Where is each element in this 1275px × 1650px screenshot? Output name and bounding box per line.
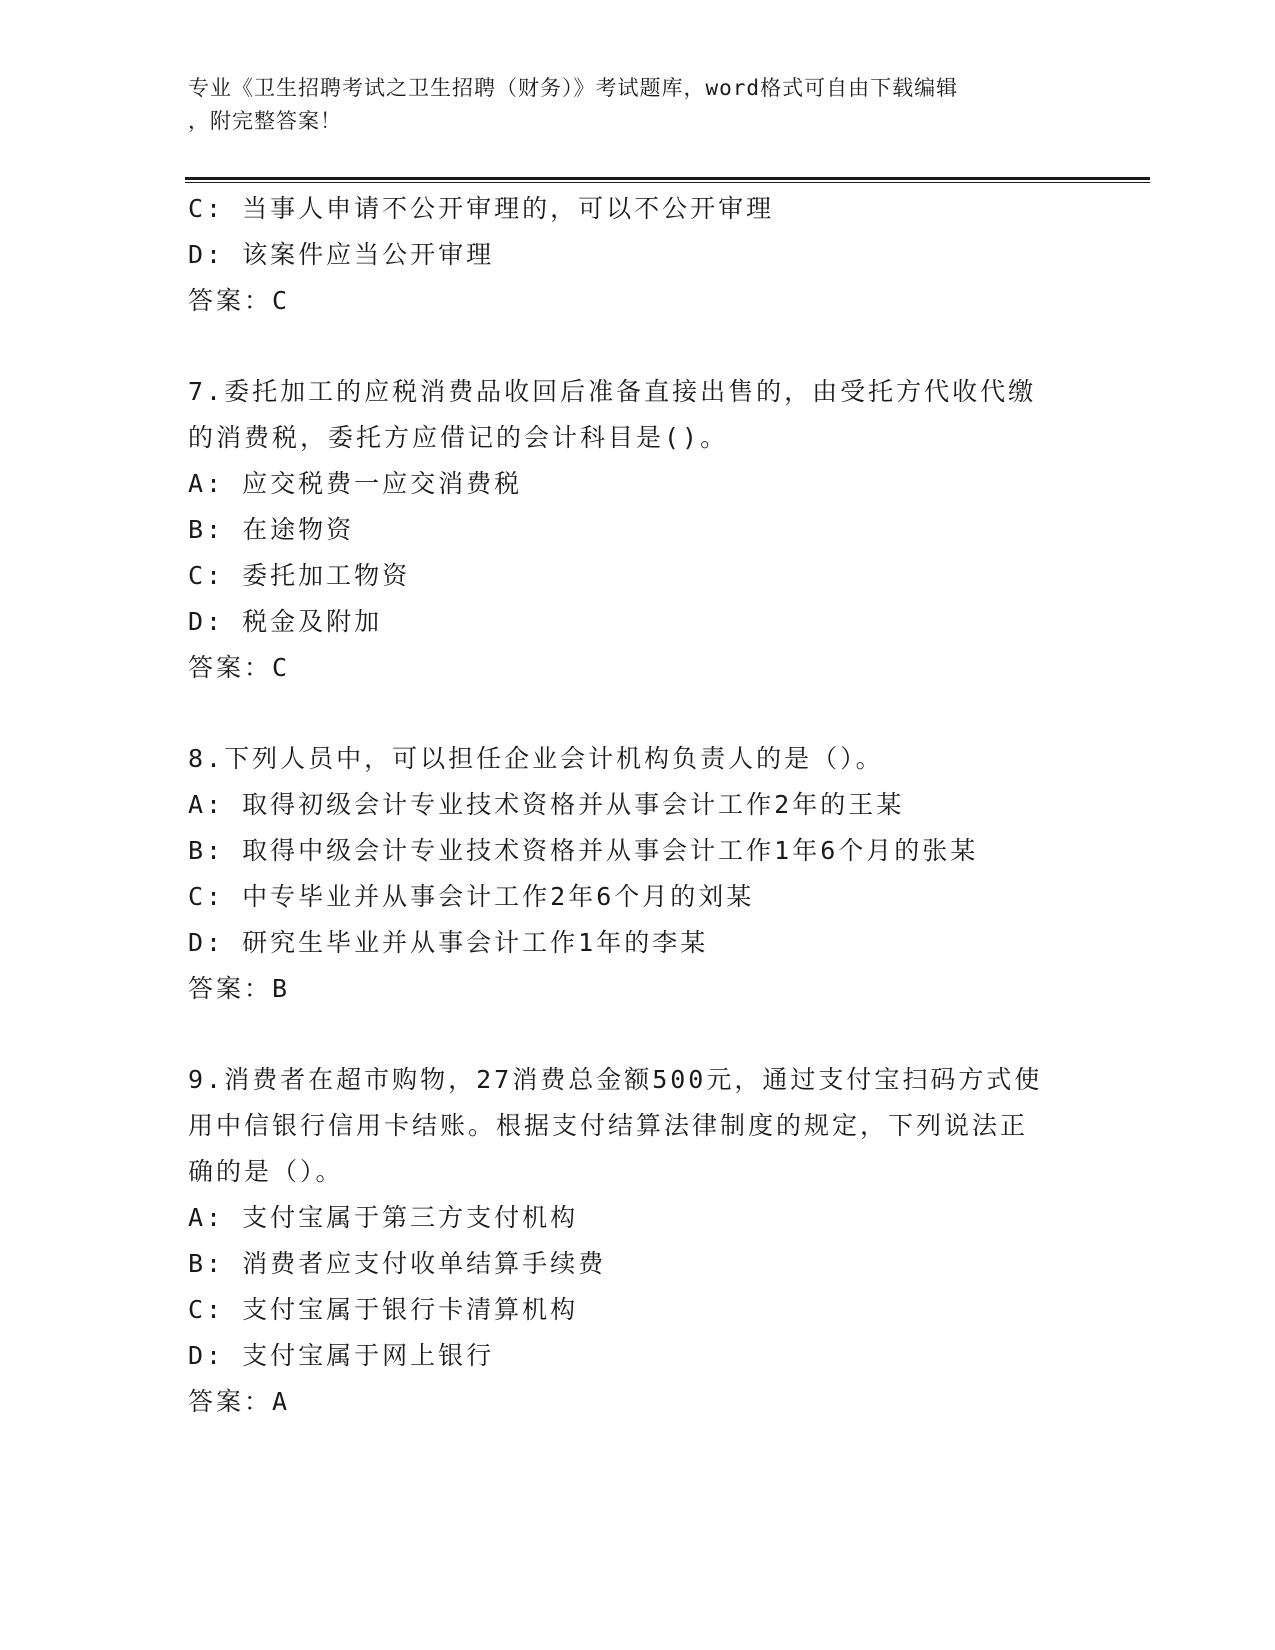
question-7	[188, 369, 1068, 691]
option-c: C: 当事人申请不公开审理的，可以不公开审理	[188, 194, 775, 223]
option-c: C: 委托加工物资	[188, 561, 411, 590]
document-header	[188, 72, 1068, 138]
header-line-2: ，附完整答案！	[188, 109, 342, 133]
option-a: A: 应交税费一应交消费税	[188, 469, 523, 498]
question-6	[188, 186, 1068, 324]
option-d: D: 支付宝属于网上银行	[188, 1341, 495, 1370]
question-text-line: 8.下列人员中，可以担任企业会计机构负责人的是（）。	[188, 744, 884, 773]
question-text-line: 的消费税，委托方应借记的会计科目是()。	[188, 423, 729, 452]
question-text-line: 确的是（）。	[188, 1157, 344, 1186]
answer: 答案：A	[188, 1387, 291, 1416]
option-d: D: 该案件应当公开审理	[188, 240, 495, 269]
header-divider-thin	[185, 182, 1150, 183]
answer: 答案：C	[188, 286, 291, 315]
question-text-line: 7.委托加工的应税消费品收回后准备直接出售的，由受托方代收代缴	[188, 377, 1037, 406]
answer: 答案：B	[188, 974, 291, 1003]
option-a: A: 取得初级会计专业技术资格并从事会计工作2年的王某	[188, 790, 905, 819]
header-divider-thick	[185, 177, 1150, 180]
option-b: B: 取得中级会计专业技术资格并从事会计工作1年6个月的张某	[188, 836, 979, 865]
option-c: C: 中专毕业并从事会计工作2年6个月的刘某	[188, 882, 755, 911]
header-line-1: 专业《卫生招聘考试之卫生招聘（财务）》考试题库，word格式可自由下载编辑	[188, 76, 959, 100]
question-8	[188, 736, 1068, 1012]
option-b: B: 消费者应支付收单结算手续费	[188, 1249, 607, 1278]
answer: 答案：C	[188, 653, 291, 682]
question-list	[188, 186, 1068, 1425]
question-text-line: 用中信银行信用卡结账。根据支付结算法律制度的规定，下列说法正	[188, 1111, 1029, 1140]
option-d: D: 税金及附加	[188, 607, 383, 636]
option-d: D: 研究生毕业并从事会计工作1年的李某	[188, 928, 709, 957]
question-9	[188, 1057, 1068, 1425]
option-a: A: 支付宝属于第三方支付机构	[188, 1203, 579, 1232]
question-text-line: 9.消费者在超市购物，27消费总金额500元，通过支付宝扫码方式使	[188, 1065, 1043, 1094]
option-c: C: 支付宝属于银行卡清算机构	[188, 1295, 579, 1324]
option-b: B: 在途物资	[188, 515, 355, 544]
